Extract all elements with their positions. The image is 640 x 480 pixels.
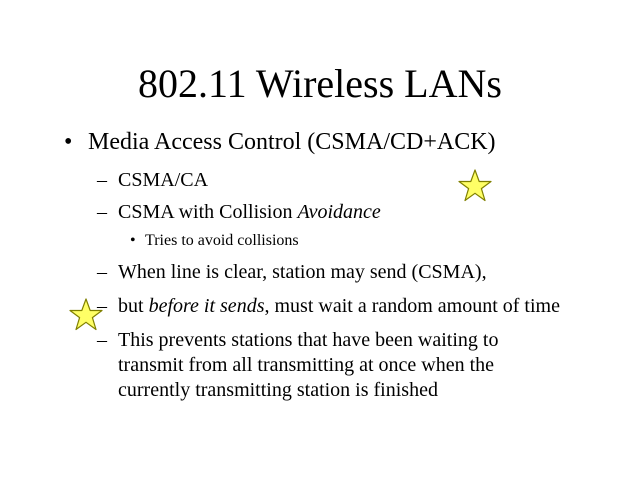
star-icon [458, 169, 492, 203]
sub-bullet-prevents-line2: transmit from all transmitting at once when the [118, 354, 495, 376]
sub-bullet-prevents-line3: currently transmitting station is finished [118, 379, 438, 401]
sub-bullet-text: CSMA with Collision [118, 201, 298, 223]
sub-bullet-marker: – [97, 295, 107, 317]
sub-bullet-marker: – [97, 261, 107, 283]
sub-bullet-text: , must wait a random amount of time [264, 295, 560, 317]
sub-bullet-collision-avoidance [118, 200, 381, 224]
star-icon [69, 298, 103, 332]
emphasis-before-it-sends: before it sends [148, 295, 265, 317]
bullet-marker: • [64, 129, 73, 155]
sub-sub-bullet-avoid-collisions: Tries to avoid collisions [145, 232, 299, 249]
sub-bullet-marker: – [97, 201, 107, 223]
bullet-media-access-control: Media Access Control (CSMA/CD+ACK) [88, 129, 496, 155]
sub-bullet-random-wait [118, 294, 560, 318]
sub-sub-bullet-marker: • [130, 232, 136, 249]
sub-bullet-marker: – [97, 169, 107, 191]
sub-bullet-text: but [118, 295, 149, 317]
sub-bullet-prevents-line1: This prevents stations that have been waiting to [118, 329, 499, 351]
sub-bullet-marker: – [97, 329, 107, 351]
slide-title: 802.11 Wireless LANs [138, 61, 502, 106]
sub-bullet-csma-ca: CSMA/CA [118, 169, 209, 191]
sub-bullet-line-clear: When line is clear, station may send (CSMA), [118, 261, 487, 283]
emphasis-avoidance: Avoidance [297, 201, 381, 223]
